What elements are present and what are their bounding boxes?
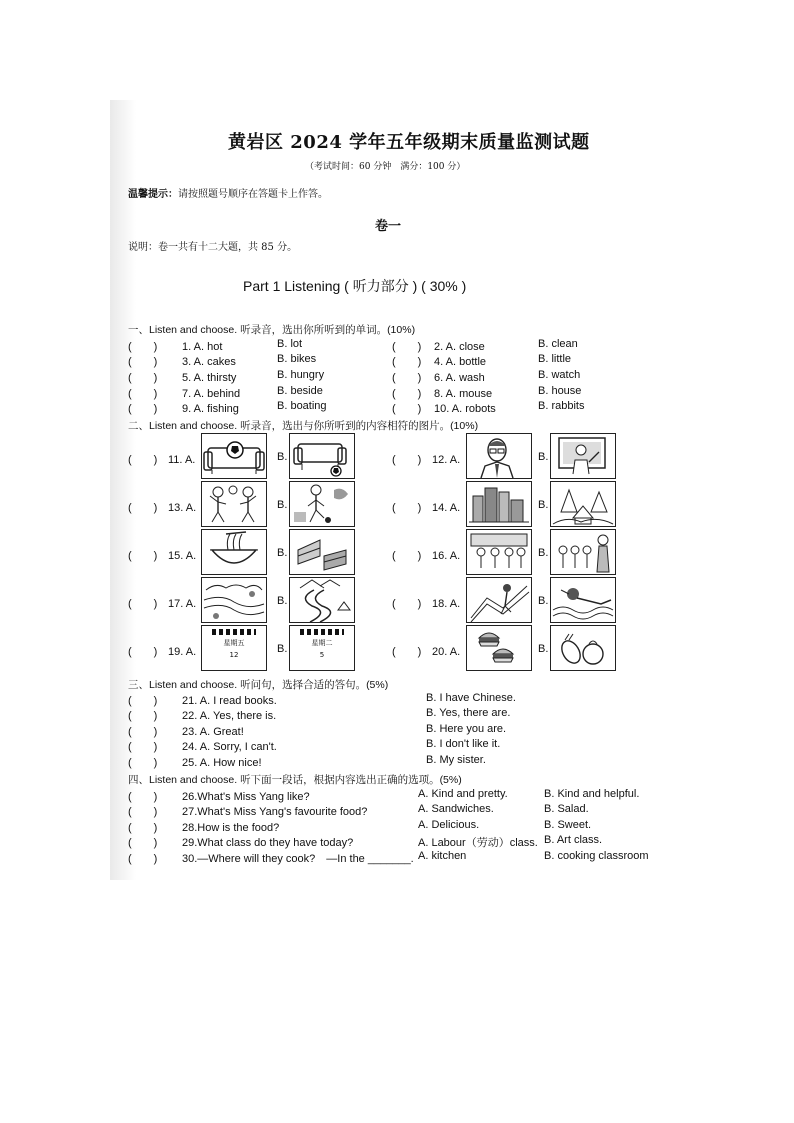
sofa-ball-under-picture[interactable] — [289, 433, 355, 479]
kids-playing-ball-picture[interactable] — [201, 481, 267, 527]
answer-paren[interactable]: ( ) — [128, 388, 158, 400]
volume-note: 说明：卷一共有十二大题，共 85 分。 — [128, 242, 298, 253]
q6-option-b[interactable]: B. watch — [538, 369, 581, 381]
q25-row[interactable] — [128, 754, 262, 770]
option-a[interactable]: A. bottle — [445, 356, 486, 368]
answer-paren[interactable]: ( ) — [128, 853, 158, 865]
q16-option-b-label: B. — [538, 547, 549, 559]
q-num: 12. — [432, 454, 448, 466]
q3-row[interactable] — [128, 353, 236, 369]
q8-row[interactable] — [392, 385, 492, 401]
q29-row[interactable] — [128, 834, 353, 850]
answer-paren[interactable]: ( ) — [392, 403, 422, 415]
q-num: 13. — [168, 502, 184, 514]
part1-title: Part 1 Listening ( 听力部分 ) ( 30% ) — [243, 278, 467, 294]
q1-option-b[interactable]: B. lot — [277, 338, 303, 350]
hamburgers-picture[interactable] — [466, 625, 532, 671]
q7-row[interactable] — [128, 385, 240, 401]
teacher-board-picture[interactable] — [550, 433, 616, 479]
answer-paren[interactable]: ( ) — [392, 502, 422, 514]
question-text: What class do they have today? — [197, 837, 354, 849]
answer-paren[interactable]: ( ) — [128, 356, 158, 368]
q28-row[interactable] — [128, 819, 279, 835]
q-num: 24. — [182, 741, 198, 753]
q23-option-b[interactable]: B. Here you are. — [426, 723, 507, 735]
option-a[interactable]: A. I read books. — [199, 695, 277, 707]
section2-heading: 二、Listen and choose. 听录音，选出与你所听到的内容相符的图片。(10%) — [128, 420, 479, 432]
q-num: 18. — [432, 598, 448, 610]
q9-option-b[interactable]: B. boating — [277, 400, 327, 412]
q13-label[interactable] — [128, 499, 196, 515]
q-num: 29. — [182, 837, 198, 849]
question-text: What's Miss Yang's favourite food? — [197, 806, 368, 818]
option-a[interactable]: A. close — [445, 341, 485, 353]
children-group-picture[interactable] — [466, 529, 532, 575]
option-a[interactable]: A. wash — [445, 372, 485, 384]
q2-row[interactable] — [392, 338, 485, 354]
q11-label[interactable] — [128, 451, 195, 467]
q26-row[interactable] — [128, 788, 310, 804]
q29-option-a[interactable]: A. Labour（劳动）class. — [418, 837, 538, 849]
q6-row[interactable] — [392, 369, 485, 385]
city-buildings-picture[interactable] — [466, 481, 532, 527]
q18-label[interactable] — [392, 595, 460, 611]
q24-option-b[interactable]: B. I don't like it. — [426, 738, 501, 750]
option-a-label: A. — [449, 502, 461, 514]
q30-option-a[interactable]: A. kitchen — [418, 850, 467, 862]
q26-option-a[interactable]: A. Kind and pretty. — [418, 788, 508, 800]
q21-row[interactable] — [128, 692, 277, 708]
answer-paren[interactable]: ( ) — [128, 403, 158, 415]
q11-option-b-label: B. — [277, 451, 288, 463]
answer-paren[interactable]: ( ) — [128, 372, 158, 384]
option-a[interactable]: A. Great! — [199, 726, 244, 738]
q-num: 9. — [182, 403, 192, 415]
option-a[interactable]: A. mouse — [445, 388, 493, 400]
option-a[interactable]: A. thirsty — [193, 372, 237, 384]
river-scene-picture[interactable] — [201, 577, 267, 623]
q5-option-b[interactable]: B. hungry — [277, 369, 325, 381]
section3-heading: 三、Listen and choose. 听问句，选择合适的答句。(5%) — [128, 679, 389, 691]
answer-paren[interactable]: ( ) — [128, 822, 158, 834]
calendar-b-day: 星期二 — [311, 639, 333, 647]
q-num: 8. — [434, 388, 444, 400]
q18-option-b-label: B. — [538, 595, 549, 607]
girl-climbing-picture[interactable] — [466, 577, 532, 623]
tip-text: 请按照题号顺序在答题卡上作答。 — [178, 189, 328, 200]
answer-paren[interactable]: ( ) — [128, 741, 158, 753]
answer-paren[interactable]: ( ) — [128, 791, 158, 803]
q22-row[interactable] — [128, 707, 276, 723]
q25-option-b[interactable]: B. My sister. — [426, 754, 486, 766]
q-num: 5. — [182, 372, 192, 384]
answer-paren[interactable]: ( ) — [392, 372, 422, 384]
option-a[interactable]: A. How nice! — [199, 757, 262, 769]
q12-option-b-label: B. — [538, 451, 549, 463]
calendar-a-day: 星期五 — [223, 639, 245, 647]
q7-option-b[interactable]: B. beside — [277, 385, 323, 397]
option-a[interactable]: A. Sorry, I can't. — [199, 741, 277, 753]
option-a[interactable]: A. Yes, there is. — [199, 710, 277, 722]
tip-label: 温馨提示： — [128, 189, 178, 200]
q14-option-b-label: B. — [538, 499, 549, 511]
answer-paren[interactable]: ( ) — [392, 341, 422, 353]
girl-swimming-picture[interactable] — [550, 577, 616, 623]
answer-paren[interactable]: ( ) — [128, 550, 158, 562]
q22-option-b[interactable]: B. Yes, there are. — [426, 707, 511, 719]
q23-row[interactable] — [128, 723, 244, 739]
kids-football-picture[interactable] — [289, 481, 355, 527]
answer-paren[interactable]: ( ) — [128, 710, 158, 722]
q-num: 3. — [182, 356, 192, 368]
q-num: 25. — [182, 757, 198, 769]
q2-option-b[interactable]: B. clean — [538, 338, 578, 350]
q-num: 22. — [182, 710, 198, 722]
q27-option-a[interactable]: A. Sandwiches. — [418, 803, 494, 815]
q-num: 10. — [434, 403, 450, 415]
q-num: 21. — [182, 695, 198, 707]
q29-option-b[interactable]: B. Art class. — [544, 834, 603, 846]
calendar-a-date: 12 — [229, 651, 239, 659]
q4-row[interactable] — [392, 353, 486, 369]
answer-paren[interactable]: ( ) — [392, 388, 422, 400]
calendar-rings — [300, 629, 344, 635]
question-text: How is the food? — [197, 822, 280, 834]
question-text: What's Miss Yang like? — [197, 791, 310, 803]
q9-row[interactable] — [128, 400, 239, 416]
q19-label[interactable] — [128, 643, 196, 659]
option-a-label: A. — [185, 598, 197, 610]
man-glasses-picture[interactable] — [466, 433, 532, 479]
option-a-label: A. — [449, 454, 461, 466]
q-num: 6. — [434, 372, 444, 384]
answer-paren[interactable]: ( ) — [392, 550, 422, 562]
calendar-a-picture[interactable] — [201, 625, 267, 671]
section4-heading: 四、Listen and choose. 听下面一段话，根据内容选出正确的选项。(5%) — [128, 774, 462, 786]
exam-title: 黄岩区 2024 学年五年级期末质量监测试题 — [228, 132, 590, 153]
q5-row[interactable] — [128, 369, 236, 385]
option-a-label: A. — [449, 598, 461, 610]
cake-slices-picture[interactable] — [289, 529, 355, 575]
q10-option-b[interactable]: B. rabbits — [538, 400, 585, 412]
noodles-bowl-picture[interactable] — [201, 529, 267, 575]
option-a[interactable]: A. fishing — [193, 403, 239, 415]
q15-label[interactable] — [128, 547, 196, 563]
answer-paren[interactable]: ( ) — [128, 646, 158, 658]
road-mountain-picture[interactable] — [289, 577, 355, 623]
exam-subtitle: （考试时间：60 分钟 满分：100 分） — [305, 162, 466, 172]
q3-option-b[interactable]: B. bikes — [277, 353, 317, 365]
q-num: 27. — [182, 806, 198, 818]
q27-row[interactable] — [128, 803, 367, 819]
answer-paren[interactable]: ( ) — [128, 695, 158, 707]
q30-option-b[interactable]: B. cooking classroom — [544, 850, 649, 862]
answer-paren[interactable]: ( ) — [392, 646, 422, 658]
option-a[interactable]: A. hot — [193, 341, 223, 353]
q28-option-b[interactable]: B. Sweet. — [544, 819, 592, 831]
q17-label[interactable] — [128, 595, 196, 611]
option-a[interactable]: A. cakes — [193, 356, 236, 368]
q-num: 15. — [168, 550, 184, 562]
q-num: 2. — [434, 341, 444, 353]
option-a-label: A. — [184, 454, 196, 466]
q30-row[interactable] — [128, 850, 414, 866]
q-num: 30. — [182, 853, 198, 865]
option-a-label: A. — [185, 502, 197, 514]
q14-label[interactable] — [392, 499, 460, 515]
q15-option-b-label: B. — [277, 547, 288, 559]
calendar-b-date: 5 — [319, 651, 325, 659]
calendar-rings — [212, 629, 256, 635]
option-a-label: A. — [185, 550, 197, 562]
q-num: 17. — [168, 598, 184, 610]
option-a-label: A. — [449, 550, 461, 562]
q19-option-b-label: B. — [277, 643, 288, 655]
class-teacher-picture[interactable] — [550, 529, 616, 575]
tip-line — [128, 185, 328, 200]
q13-option-b-label: B. — [277, 499, 288, 511]
answer-paren[interactable]: ( ) — [128, 757, 158, 769]
q1-row[interactable] — [128, 338, 222, 354]
q-num: 11. — [168, 454, 183, 466]
q-num: 19. — [168, 646, 184, 658]
answer-paren[interactable]: ( ) — [128, 806, 158, 818]
option-a-label: A. — [449, 646, 461, 658]
option-a[interactable]: A. robots — [451, 403, 496, 415]
answer-paren[interactable]: ( ) — [128, 726, 158, 738]
q-num: 1. — [182, 341, 192, 353]
q20-label[interactable] — [392, 643, 460, 659]
option-a[interactable]: A. behind — [193, 388, 241, 400]
q-num: 26. — [182, 791, 198, 803]
answer-paren[interactable]: ( ) — [128, 454, 158, 466]
q-num: 16. — [432, 550, 448, 562]
q-num: 23. — [182, 726, 198, 738]
q21-option-b[interactable]: B. I have Chinese. — [426, 692, 516, 704]
q-num: 4. — [434, 356, 444, 368]
q4-option-b[interactable]: B. little — [538, 353, 572, 365]
answer-paren[interactable]: ( ) — [392, 356, 422, 368]
q-num: 14. — [432, 502, 448, 514]
q12-label[interactable] — [392, 451, 460, 467]
volume-heading: 卷一 — [375, 219, 402, 234]
q-num: 7. — [182, 388, 192, 400]
q16-label[interactable] — [392, 547, 460, 563]
answer-paren[interactable]: ( ) — [128, 598, 158, 610]
q-num: 28. — [182, 822, 198, 834]
q8-option-b[interactable]: B. house — [538, 385, 582, 397]
answer-paren[interactable]: ( ) — [392, 598, 422, 610]
q28-option-a[interactable]: A. Delicious. — [418, 819, 480, 831]
section1-heading: 一、Listen and choose. 听录音，选出你所听到的单词。(10%) — [128, 324, 416, 336]
vegetables-picture[interactable] — [550, 625, 616, 671]
calendar-b-picture[interactable] — [289, 625, 355, 671]
answer-paren[interactable]: ( ) — [392, 454, 422, 466]
q10-row[interactable] — [392, 400, 496, 416]
q24-row[interactable] — [128, 738, 277, 754]
answer-paren[interactable]: ( ) — [128, 837, 158, 849]
q-num: 20. — [432, 646, 448, 658]
answer-paren[interactable]: ( ) — [128, 341, 158, 353]
answer-paren[interactable]: ( ) — [128, 502, 158, 514]
q27-option-b[interactable]: B. Salad. — [544, 803, 589, 815]
q17-option-b-label: B. — [277, 595, 288, 607]
village-trees-picture[interactable] — [550, 481, 616, 527]
question-text: —Where will they cook? —In the _______. — [197, 853, 414, 865]
sofa-ball-on-picture[interactable] — [201, 433, 267, 479]
q26-option-b[interactable]: B. Kind and helpful. — [544, 788, 640, 800]
option-a-label: A. — [185, 646, 197, 658]
q20-option-b-label: B. — [538, 643, 549, 655]
